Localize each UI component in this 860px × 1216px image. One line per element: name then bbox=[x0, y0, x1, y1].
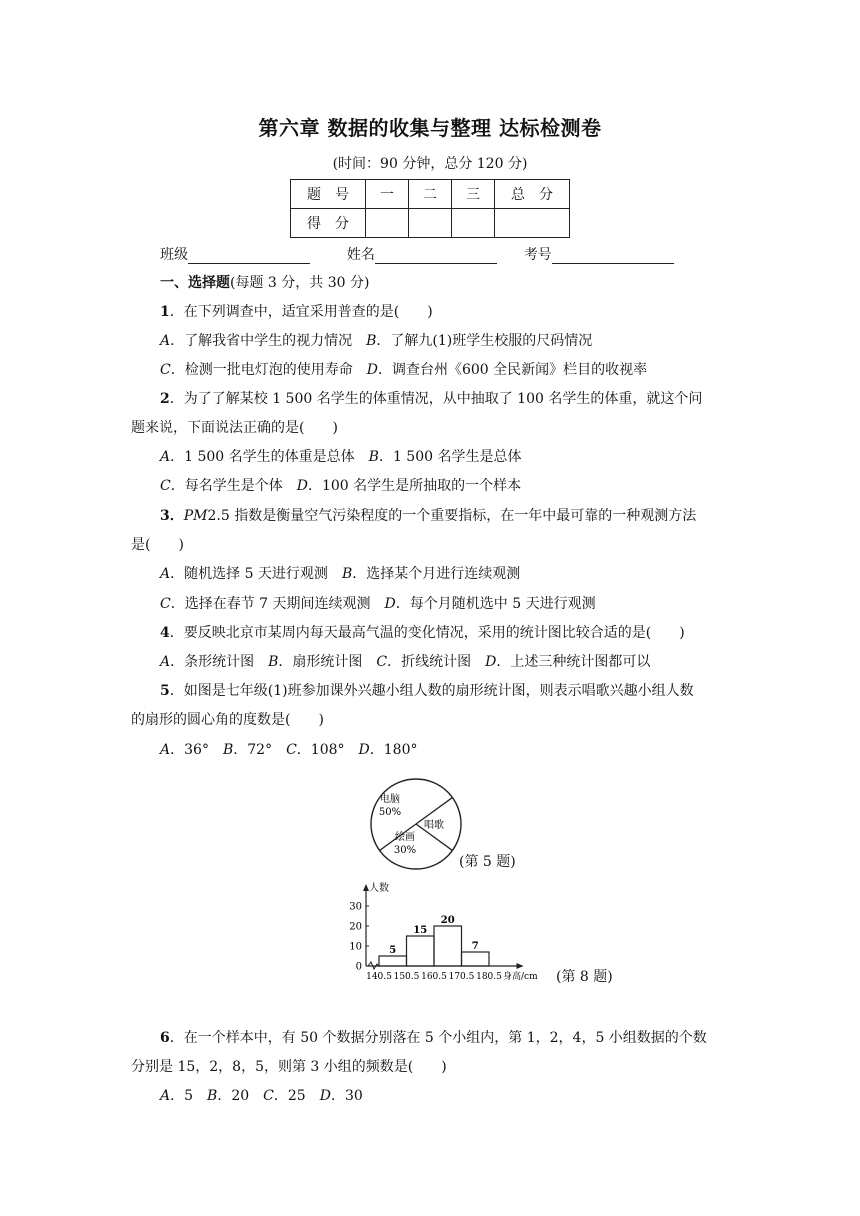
score-table-header-2: 二 bbox=[409, 180, 452, 209]
y-tick-label: 0 bbox=[355, 961, 362, 973]
id-label: 考号 bbox=[523, 247, 552, 263]
score-table-row-label: 得 分 bbox=[291, 209, 366, 238]
pie-chart bbox=[368, 776, 464, 872]
question-4-options: A．条形统计图 B．扇形统计图 C．折线统计图 D．上述三种统计图都可以 bbox=[160, 654, 651, 670]
histogram-chart bbox=[340, 878, 560, 982]
score-cell[interactable] bbox=[409, 209, 452, 238]
question-5-stem: 5．如图是七年级(1)班参加课外兴趣小组人数的扇形统计图，则表示唱歌兴趣小组人数 bbox=[160, 683, 694, 699]
page-title: 第六章 数据的收集与整理 达标检测卷 bbox=[258, 116, 602, 140]
pie-percent-1: 50% bbox=[378, 807, 402, 818]
name-blank[interactable] bbox=[375, 249, 497, 264]
name-label: 姓名 bbox=[346, 247, 375, 263]
histogram-bar bbox=[434, 926, 462, 966]
student-info-row bbox=[160, 244, 674, 264]
score-cell[interactable] bbox=[495, 209, 570, 238]
bar-value-label: 20 bbox=[440, 915, 455, 926]
question-1-options-cd: C．检测一批电灯泡的使用寿命 D．调查台州《600 全民新闻》栏目的收视率 bbox=[160, 362, 648, 378]
y-axis-label: 人数 bbox=[369, 883, 389, 894]
bar-value-label: 5 bbox=[389, 945, 397, 956]
y-tick-label: 10 bbox=[349, 941, 362, 953]
score-table-header-label: 题 号 bbox=[291, 180, 366, 209]
score-table-header-total: 总 分 bbox=[495, 180, 570, 209]
question-6-stem-cont: 分别是 15，2，8，5，则第 3 小组的频数是( ) bbox=[131, 1059, 447, 1075]
histogram-bar bbox=[462, 952, 490, 966]
x-tick-label: 160.5 bbox=[421, 972, 447, 982]
class-blank[interactable] bbox=[188, 249, 310, 264]
score-cell[interactable] bbox=[366, 209, 409, 238]
x-tick-label: 140.5 bbox=[366, 972, 392, 982]
x-tick-label: 170.5 bbox=[448, 972, 475, 982]
y-tick-label: 30 bbox=[349, 901, 362, 913]
figure-8-caption: (第 8 题) bbox=[556, 969, 613, 985]
x-tick-label: 180.5 bbox=[476, 972, 502, 982]
question-3-options-ab: A．随机选择 5 天进行观测 B．选择某个月进行连续观测 bbox=[160, 566, 521, 582]
figure-5-caption: (第 5 题) bbox=[459, 854, 516, 870]
score-table-header-3: 三 bbox=[452, 180, 495, 209]
question-3-options-cd: C．选择在春节 7 天期间连续观测 D．每个月随机选中 5 天进行观测 bbox=[160, 596, 596, 612]
question-2-options-cd: C．每名学生是个体 D．100 名学生是所抽取的一个样本 bbox=[160, 478, 522, 494]
question-1-options-ab: A．了解我省中学生的视力情况 B．了解九(1)班学生校服的尺码情况 bbox=[160, 333, 593, 349]
score-table bbox=[290, 179, 570, 238]
pie-label-3: 绘画 bbox=[395, 832, 415, 843]
question-1-stem: 1．在下列调查中，适宜采用普查的是( ) bbox=[160, 304, 433, 320]
x-axis-label: 身高/cm bbox=[503, 972, 538, 982]
exam-subtitle: (时间：90 分钟，总分 120 分) bbox=[332, 156, 528, 172]
question-2-stem-cont: 题来说，下面说法正确的是( ) bbox=[131, 420, 338, 436]
section-heading: 一、选择题(每题 3 分，共 30 分) bbox=[160, 275, 370, 291]
question-2-options-ab: A．1 500 名学生的体重是总体 B．1 500 名学生是总体 bbox=[160, 449, 522, 465]
question-6-stem: 6．在一个样本中，有 50 个数据分别落在 5 个小组内，第 1，2，4，5 小组数据的个数 bbox=[160, 1030, 707, 1046]
x-tick-label: 150.5 bbox=[393, 972, 420, 982]
question-3-stem-cont: 是( ) bbox=[131, 537, 184, 553]
y-tick-label: 20 bbox=[349, 921, 362, 933]
question-2-stem: 2．为了了解某校 1 500 名学生的体重情况，从中抽取了 100 名学生的体重，就这个问 bbox=[160, 391, 703, 407]
question-5-options: A．36° B．72° C．108° D．180° bbox=[160, 742, 418, 758]
question-5-stem-cont: 的扇形的圆心角的度数是( ) bbox=[131, 712, 324, 728]
bar-value-label: 15 bbox=[413, 925, 428, 936]
class-label: 班级 bbox=[160, 247, 188, 263]
x-axis-arrow bbox=[517, 963, 524, 969]
histogram-bar bbox=[407, 936, 435, 966]
pie-percent-3: 30% bbox=[393, 845, 417, 856]
histogram-bar bbox=[379, 956, 407, 966]
id-blank[interactable] bbox=[552, 249, 674, 264]
pie-label-1: 电脑 bbox=[380, 794, 400, 805]
score-cell[interactable] bbox=[452, 209, 495, 238]
question-6-options: A．5 B．20 C．25 D．30 bbox=[160, 1088, 363, 1104]
question-4-stem: 4．要反映北京市某周内每天最高气温的变化情况，采用的统计图比较合适的是( ) bbox=[160, 625, 685, 641]
bar-value-label: 7 bbox=[471, 941, 479, 952]
question-3-stem: 3．PM2.5 指数是衡量空气污染程度的一个重要指标，在一年中最可靠的一种观测方法 bbox=[160, 508, 697, 524]
pie-label-2: 唱歌 bbox=[424, 820, 444, 831]
score-table-header-1: 一 bbox=[366, 180, 409, 209]
